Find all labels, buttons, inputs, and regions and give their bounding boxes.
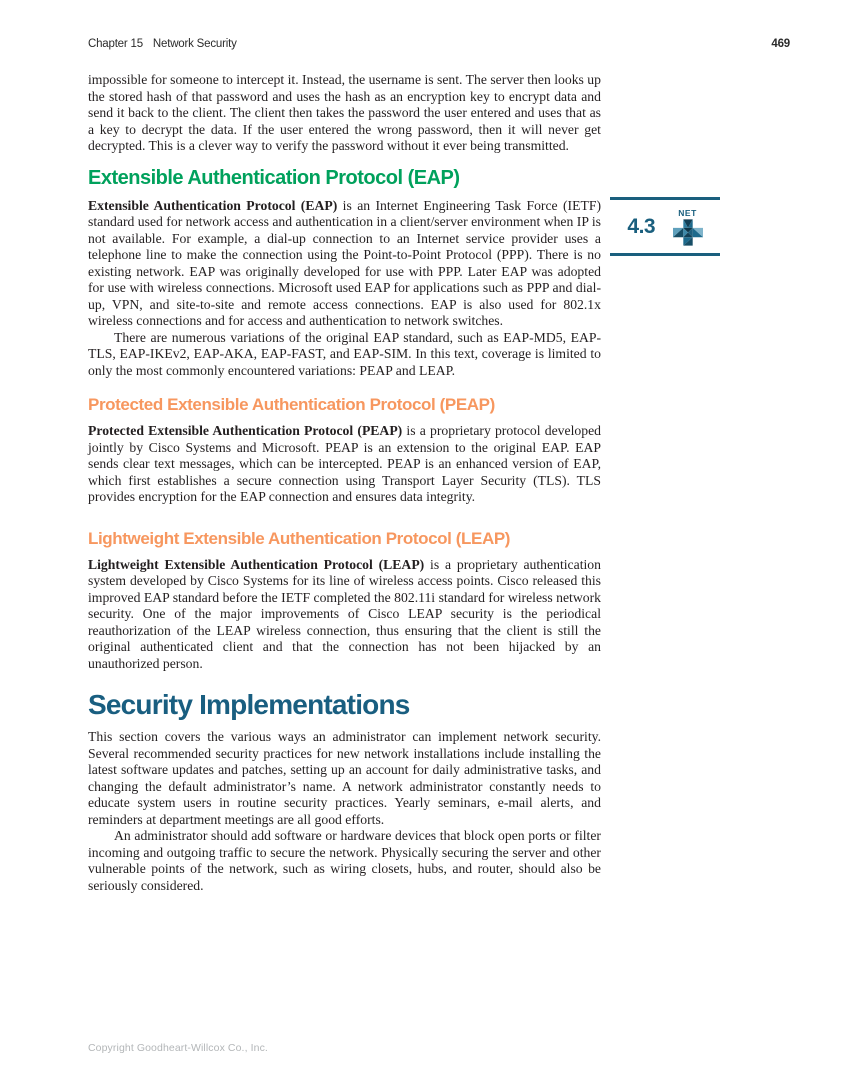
section-heading-eap: Extensible Authentication Protocol (EAP) bbox=[88, 166, 460, 189]
section-heading-security-implementations: Security Implementations bbox=[88, 689, 410, 720]
chapter-title: Network Security bbox=[152, 38, 237, 50]
paragraph-eap-variations: There are numerous variations of the original EAP standard, such as EAP-MD5, EAP-TLS, EAP-IKEv2, EAP-AKA, EAP-FAST, and EAP-SIM. In this text, coverage is limited to only the most commonly encountered variations: PEAP and LEAP. bbox=[88, 329, 601, 378]
chapter-head bbox=[88, 38, 237, 50]
paragraph-intro: impossible for someone to intercept it. Instead, the username is sent. The server then looks up the stored hash of that password and uses the hash as an encryption key to encrypt data and send it back to the client. The client then takes the password the user entered and uses that as a key to decrypt the data. If the user entered the wrong password, then it will never get decrypted. This is a clever way to verify the password without it ever being transmitted. bbox=[88, 72, 601, 153]
chapter-label: Chapter 15 bbox=[88, 38, 143, 50]
paragraph-eap-body: is an Internet Engineering Task Force (IETF) standard used for network access and authentication in a client/server environment when IP is not available. For example, a dial-up connection to an Internet service provider uses a telephone line to make the connection using the Point-to-Point Protocol (PPP). There is no existing network. EAP was originally developed for use with PPP. Later EAP was adopted for use with wireless connections. Microsoft used EAP for applications such as PPP and dial-up, VPN, and site-to-site and remote access connections. EAP is also used for 802.1x wireless connections and for access and authentication to network switches. bbox=[88, 197, 602, 328]
network-plus-badge bbox=[673, 208, 703, 246]
objective-number: 4.3 bbox=[627, 214, 656, 238]
bold-term-peap: Protected Extensible Authentication Protocol (PEAP) bbox=[88, 423, 403, 438]
paragraph-leap bbox=[88, 557, 601, 673]
subsection-heading-peap: Protected Extensible Authentication Protocol (PEAP) bbox=[88, 395, 495, 414]
subsection-heading-leap: Lightweight Extensible Authentication Protocol (LEAP) bbox=[88, 528, 511, 548]
net-plus-icon bbox=[673, 219, 703, 246]
paragraph-eap bbox=[88, 198, 601, 330]
copyright-line: Copyright Goodheart-Willcox Co., Inc. bbox=[88, 1042, 268, 1054]
running-head bbox=[88, 38, 790, 50]
certification-objective-box bbox=[610, 197, 720, 256]
paragraph-leap-body: is a proprietary authentication system developed by Cisco Systems for its line of wireless access points. Cisco released this improved EAP standard before the IETF completed the 802.11i standard for wireless network security. One of the major improvements of Cisco LEAP security is the periodical reauthorization of the LEAP wireless connection, thus ensuring that the client is still the original authenticated client and that the connection has not been hijacked by an unauthorized person. bbox=[88, 556, 601, 671]
paragraph-security-2: An administrator should add software or hardware devices that block open ports or filter incoming and outgoing traffic to secure the network. Physically securing the server and other vulnerable points of the network, such as wiring closets, hubs, and router, should also be seriously considered. bbox=[88, 828, 601, 893]
paragraph-peap-body: is a proprietary protocol developed jointly by Cisco Systems and Microsoft. PEAP is an extension to the original EAP. EAP sends clear text messages, which can be intercepted. PEAP is an enhanced version of EAP, which first establishes a secure connection using Transport Layer Security (TLS). TLS provides encryption for the EAP connection and ensures data integrity. bbox=[88, 423, 602, 504]
paragraph-peap bbox=[88, 423, 601, 506]
net-label: NET bbox=[678, 207, 697, 218]
paragraph-security-1: This section covers the various ways an administrator can implement network security. Several recommended security practices for new network installations include installing the latest software updates and patches, setting up an account for daily administrative tasks, and changing the default administrator’s name. A network administrator constantly needs to educate system users in routine security practices. Yearly seminars, e-mail alerts, and reminders at department meetings are all good efforts. bbox=[88, 729, 601, 827]
main-text-column bbox=[88, 72, 601, 894]
bold-term-leap: Lightweight Extensible Authentication Protocol (LEAP) bbox=[88, 556, 425, 572]
bold-term-eap: Extensible Authentication Protocol (EAP) bbox=[88, 197, 338, 213]
page-number: 469 bbox=[771, 38, 790, 50]
